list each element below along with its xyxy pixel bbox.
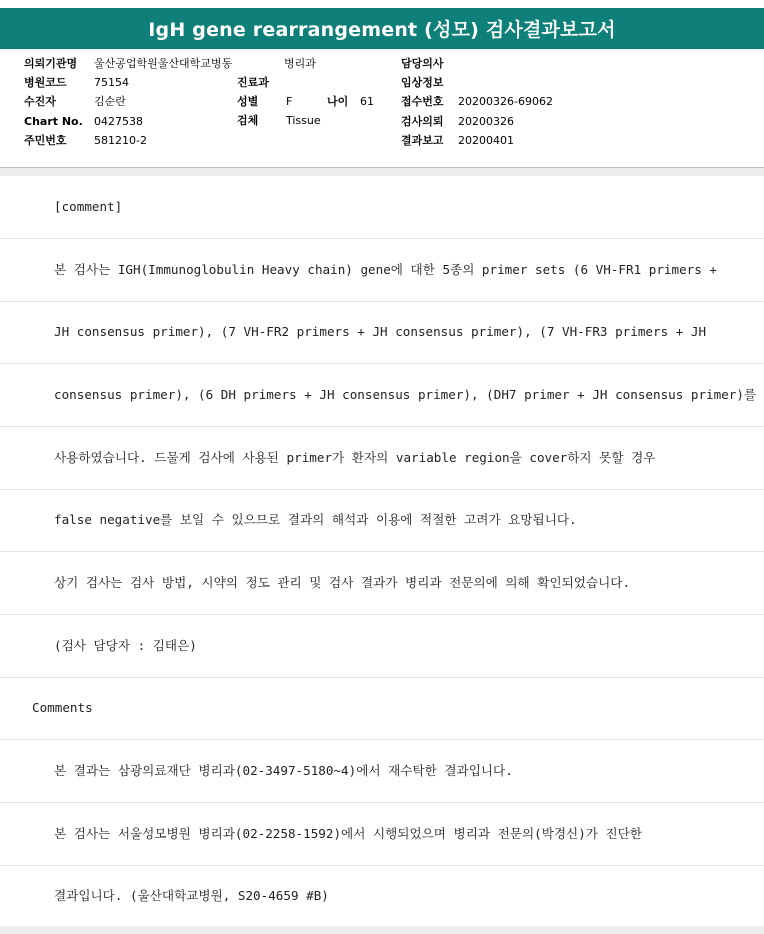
age-label: 나이 [327,95,349,108]
ward-value: 병리과 [284,57,316,70]
report-line [0,239,764,302]
report-line-text: 본 검사는 서울성모병원 병리과(02-2258-1592)에서 시행되었으며 병리과 전문의(박경신)가 진단한 [54,826,643,841]
report-line-text: 상기 검사는 검사 방법, 시약의 정도 관리 및 검사 결과가 병리과 전문의에 의해 확인되었습니다. [54,575,631,590]
accession-number-value: 20200326-69062 [458,95,553,108]
report-line [0,489,764,552]
report-line [0,176,764,239]
report-line-text: 본 결과는 삼광의료재단 병리과(02-3497-5180~4)에서 재수탁한 결과입니다. [54,763,513,778]
report-line-text: (검사 담당자 : 김태은) [54,638,197,653]
accession-number-label: 접수번호 [401,95,444,108]
report-body [0,176,764,934]
report-title-bar [0,8,764,49]
sex-value: F [286,95,293,108]
report-line [0,301,764,364]
patient-name-value: 김순란 [94,95,126,108]
resident-number-value: 581210-2 [94,134,147,147]
requesting-institution-label: 의뢰기관명 [24,57,78,70]
bottom-divider [0,926,764,934]
report-line-text: consensus primer), (6 DH primers + JH consensus primer), (DH7 primer + JH consensus primer)를 [54,387,757,402]
report-line [0,740,764,803]
patient-info-header [0,49,764,169]
report-date-value: 20200401 [458,134,514,147]
header-divider-gap [0,168,764,176]
report-line [0,615,764,678]
report-line-text: [comment] [54,199,123,214]
sex-label: 성별 [237,95,259,108]
report-line [0,427,764,490]
attending-physician-label: 담당의사 [401,57,444,70]
report-line-text: 사용하였습니다. 드물게 검사에 사용된 primer가 환자의 variable region을 cover하지 못할 경우 [54,450,656,465]
comments-section-heading [0,677,764,740]
chart-no-label: Chart No. [24,115,83,128]
specimen-label: 검체 [237,114,259,127]
report-date-label: 결과보고 [401,134,444,147]
hospital-code-value: 75154 [94,76,129,89]
patient-name-label: 수진자 [24,95,56,108]
report-line-text: 본 검사는 IGH(Immunoglobulin Heavy chain) gene에 대한 5종의 primer sets (6 VH-FR1 primers + [54,262,717,277]
report-title: IgH gene rearrangement (성모) 검사결과보고서 [148,19,616,41]
report-line-text: JH consensus primer), (7 VH-FR2 primers + JH consensus primer), (7 VH-FR3 primers + JH [54,324,707,339]
request-date-label: 검사의뢰 [401,115,444,128]
report-line [0,803,764,866]
chart-no-value: 0427538 [94,115,143,128]
report-line-text: false negative를 보일 수 있으므로 결과의 해석과 이용에 적절한 고려가 요망됩니다. [54,512,577,527]
clinical-info-label: 임상정보 [401,76,444,89]
report-line [0,552,764,615]
resident-number-label: 주민번호 [24,134,67,147]
report-line [0,865,764,928]
comments-heading-text: Comments [32,700,93,715]
department-label: 진료과 [237,76,269,89]
requesting-institution-value: 울산공업학원울산대학교병동 [94,57,233,70]
report-line [0,364,764,427]
report-line-text: 결과입니다. (울산대학교병원, S20-4659 #B) [54,888,329,903]
specimen-value: Tissue [286,114,321,127]
age-value: 61 [360,95,374,108]
request-date-value: 20200326 [458,115,514,128]
hospital-code-label: 병원코드 [24,76,67,89]
